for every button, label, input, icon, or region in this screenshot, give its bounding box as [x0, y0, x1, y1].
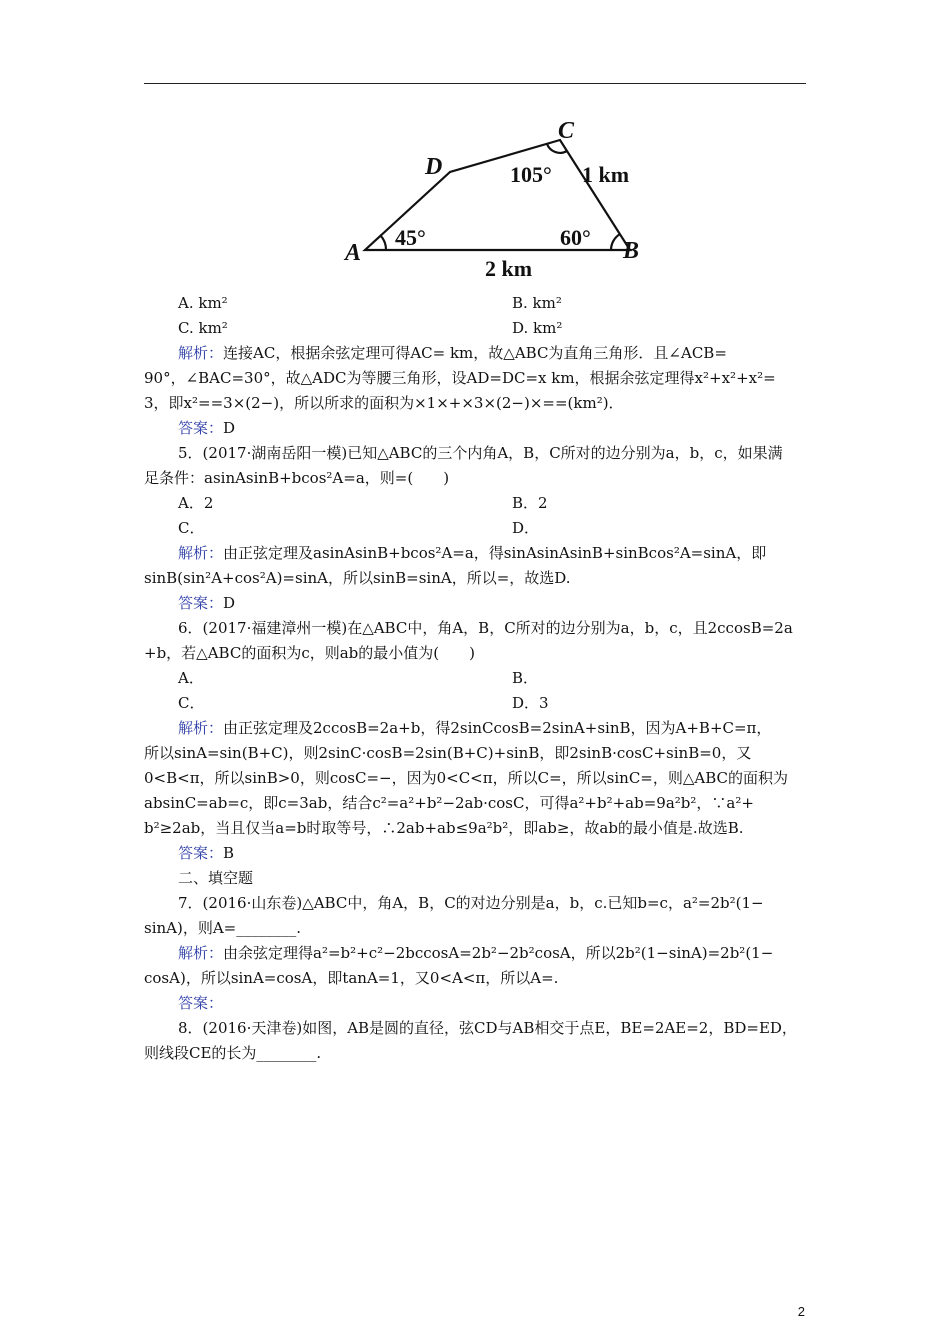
vertex-d-label: D [425, 154, 443, 180]
q5-answer: 答案：D [178, 594, 236, 612]
q8-line-1: 8．(2016·天津卷)如图，AB是圆的直径，弦CD与AB相交于点E，BE=2AE=2，BD=ED， [178, 1019, 797, 1037]
angle-a-label: 45° [395, 225, 426, 250]
angle-arc-a [380, 235, 386, 250]
q6-solution-line-3: 0<B<π，所以sinB>0，则cosC=−，因为0<C<π，所以C=，所以sinC=，则△ABC的面积为 [144, 769, 789, 787]
q4-option-d: D. km² [512, 319, 563, 337]
q7-line-2: sinA)，则A=________. [144, 919, 302, 937]
q6-option-a: A． [178, 669, 204, 687]
q7-answer: 答案： [178, 994, 224, 1012]
q6-answer: 答案：B [178, 844, 235, 862]
q6-option-d: D．3 [512, 694, 549, 712]
q5-option-a: A．2 [178, 494, 214, 512]
q6-option-c: C． [178, 694, 205, 712]
length-bc-label: 1 km [582, 162, 630, 187]
q7-solution-line-1: 解析：由余弦定理得a²=b²+c²−2bccosA=2b²−2b²cosA，所以2b²(1−sinA)=2b²(1− [178, 944, 774, 962]
section-heading: 二、填空题 [178, 869, 254, 887]
q6-solution-line-4: absinC=ab=c，即c=3ab，结合c²=a²+b²−2ab·cosC，可得a²+b²+ab=9a²b²，∵a²+ [144, 794, 754, 812]
angle-b-label: 60° [560, 225, 591, 250]
answer-label: 答案： [178, 844, 224, 862]
header-rule [144, 83, 806, 84]
q5-option-c: C． [178, 519, 205, 537]
q4-solution-line-2: 90°，∠BAC=30°，故△ADC为等腰三角形，设AD=DC=x km，根据余弦定理得x²+x²+x²= [144, 369, 776, 387]
q4-answer: 答案：D [178, 419, 236, 437]
solution-label: 解析： [178, 344, 224, 362]
angle-c-label: 105° [510, 162, 552, 187]
q5-line-1: 5．(2017·湖南岳阳一模)已知△ABC的三个内角A，B，C所对的边分别为a，b，c，如果满 [178, 444, 783, 462]
q4-option-c: C. km² [178, 319, 228, 337]
solution-label: 解析： [178, 944, 224, 962]
solution-label: 解析： [178, 719, 224, 737]
vertex-a-label: A [345, 240, 362, 266]
q5-line-2: 足条件：asinAsinB+bcos²A=a，则=( ) [144, 469, 450, 487]
q5-solution-line-2: sinB(sin²A+cos²A)=sinA，所以sinB=sinA，所以=，故选D. [144, 569, 571, 587]
length-ab-label: 2 km [485, 256, 533, 281]
answer-label: 答案： [178, 594, 224, 612]
solution-label: 解析： [178, 544, 224, 562]
q6-solution-line-2: 所以sinA=sin(B+C)，则2sinC·cosB=2sin(B+C)+sinB，即2sinB·cosC+sinB=0，又 [144, 744, 752, 762]
q5-option-d: D． [512, 519, 540, 537]
q8-line-2: 则线段CE的长为________. [144, 1044, 322, 1062]
trapezoid-figure [340, 118, 650, 283]
answer-label: 答案： [178, 419, 224, 437]
q4-solution-line-3: 3，即x²==3×(2−)，所以所求的面积为×1×+×3×(2−)×==(km²)． [144, 394, 624, 412]
q6-solution-line-5: b²≥2ab，当且仅当a=b时取等号，∴2ab+ab≤9a²b²，即ab≥，故ab的最小值是.故选B. [144, 819, 744, 837]
q5-option-b: B．2 [512, 494, 548, 512]
q6-line-1: 6．(2017·福建漳州一模)在△ABC中，角A，B，C所对的边分别为a，b，c，且2ccosB=2a [178, 619, 793, 637]
q7-solution-line-2: cosA)，所以sinA=cosA，即tanA=1，又0<A<π，所以A=. [144, 969, 559, 987]
q6-option-b: B． [512, 669, 539, 687]
page-number: 2 [797, 1304, 805, 1319]
q5-solution-line-1: 解析：由正弦定理及asinAsinB+bcos²A=a，得sinAsinAsinB+sinBcos²A=sinA，即 [178, 544, 767, 562]
q6-line-2: +b，若△ABC的面积为c，则ab的最小值为( ) [144, 644, 475, 662]
q7-line-1: 7．(2016·山东卷)△ABC中，角A，B，C的对边分别是a，b，c.已知b=c，a²=2b²(1− [178, 894, 764, 912]
q4-option-a: A. km² [178, 294, 228, 312]
vertex-c-label: C [558, 118, 575, 144]
q4-option-b: B. km² [512, 294, 562, 312]
q6-solution-line-1: 解析：由正弦定理及2ccosB=2a+b，得2sinCcosB=2sinA+sinB，因为A+B+C=π， [178, 719, 772, 737]
vertex-b-label: B [623, 238, 640, 264]
angle-arc-b [611, 234, 620, 250]
q4-solution-line-1: 解析：连接AC，根据余弦定理可得AC= km，故△ABC为直角三角形．且∠ACB= [178, 344, 727, 362]
